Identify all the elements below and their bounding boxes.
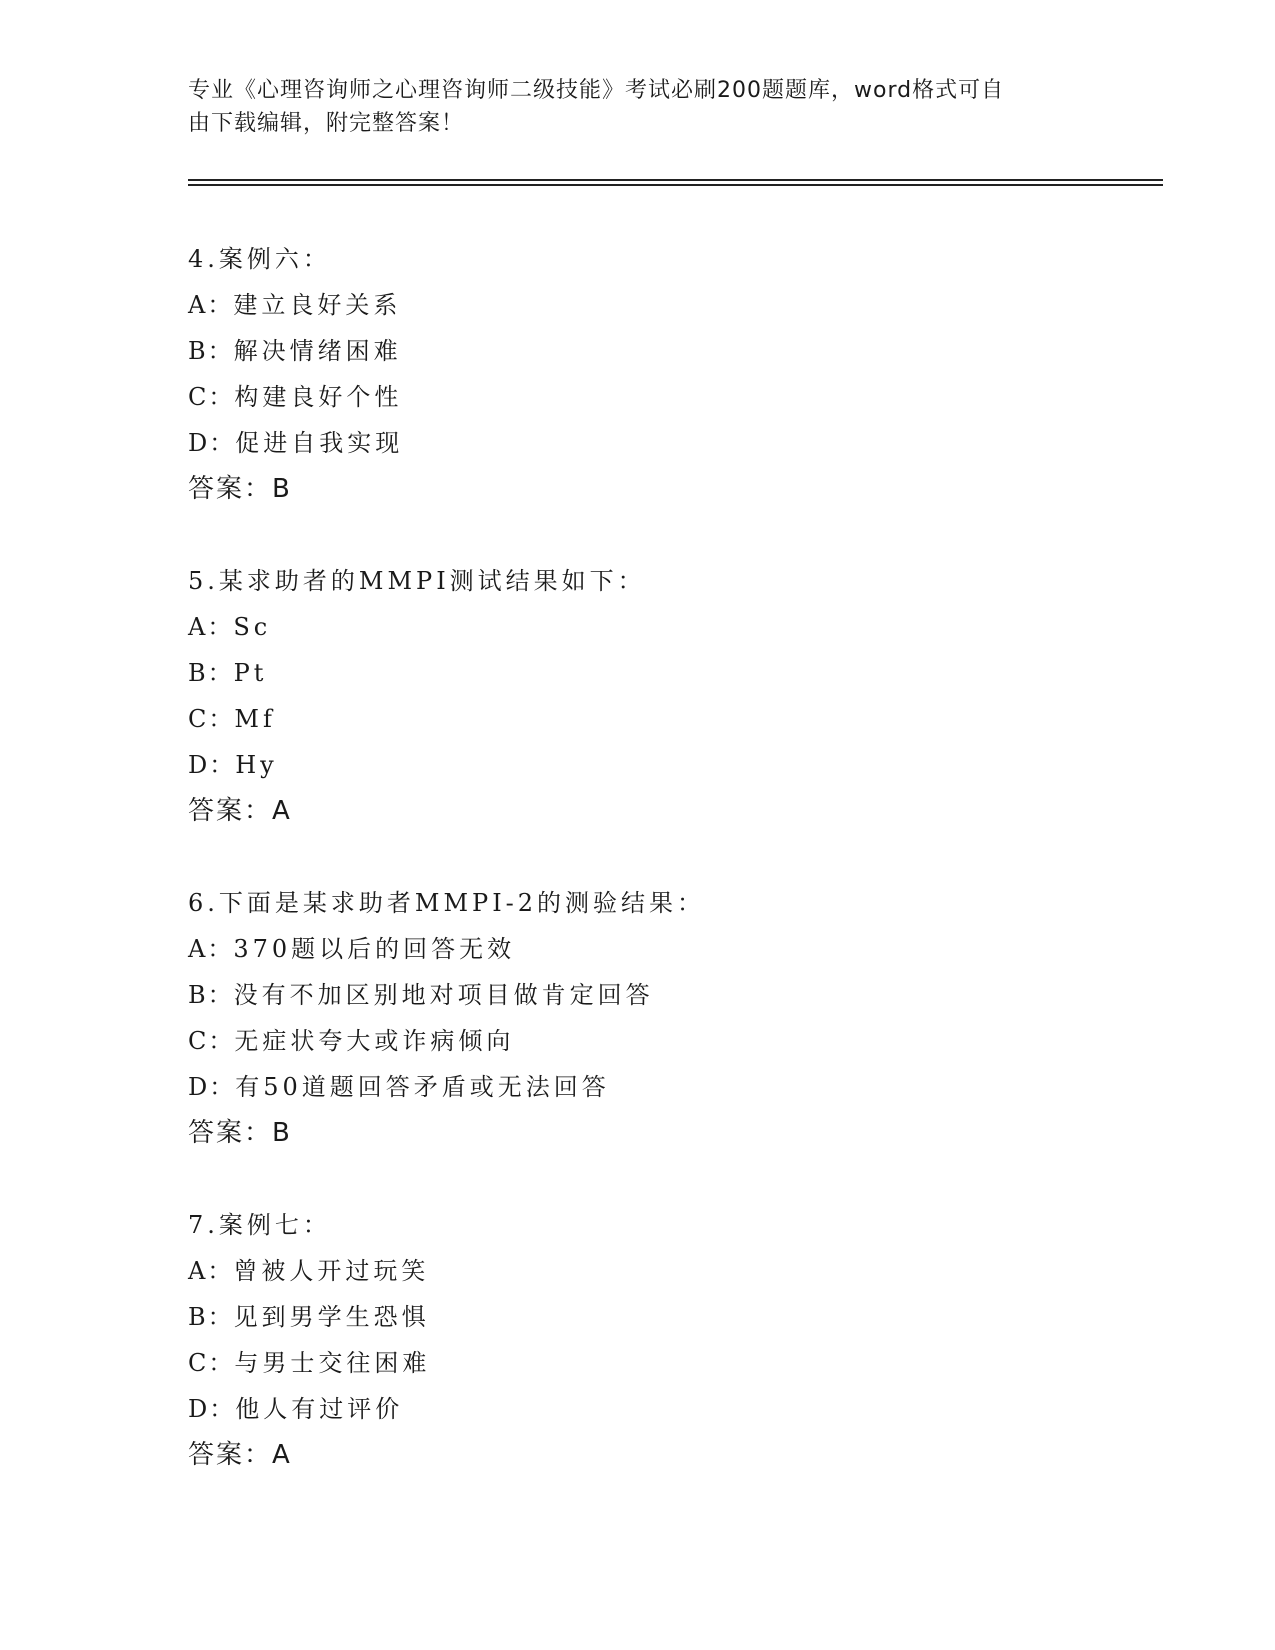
option-text: 曾被人开过玩笑	[233, 1257, 430, 1285]
option-d	[188, 1064, 1138, 1110]
option-d	[188, 1386, 1138, 1432]
option-a	[188, 926, 1138, 972]
header-divider-top	[188, 179, 1163, 181]
option-label: C：	[188, 1349, 235, 1377]
option-a	[188, 604, 1138, 650]
option-text: 见到男学生恐惧	[233, 1303, 430, 1331]
option-label: C：	[188, 1027, 235, 1055]
question-6	[188, 880, 1138, 1156]
option-c	[188, 696, 1138, 742]
option-label: A：	[188, 1257, 234, 1285]
option-text: Sc	[233, 613, 272, 641]
option-text: 促进自我实现	[235, 429, 404, 457]
answer-line: 答案：B	[188, 1118, 292, 1148]
question-title: 7.案例七：	[188, 1211, 331, 1239]
option-b	[188, 1294, 1138, 1340]
option-b	[188, 650, 1138, 696]
option-c	[188, 374, 1138, 420]
option-text: 解决情绪困难	[233, 337, 402, 365]
option-label: B：	[188, 659, 234, 687]
option-b	[188, 328, 1138, 374]
document-header	[188, 74, 1088, 140]
option-c	[188, 1340, 1138, 1386]
option-label: B：	[188, 981, 234, 1009]
option-text: 有50道题回答矛盾或无法回答	[235, 1073, 610, 1101]
question-title: 6.下面是某求助者MMPI-2的测验结果：	[188, 889, 706, 917]
option-label: D：	[188, 1073, 236, 1101]
question-title: 5.某求助者的MMPI测试结果如下：	[188, 567, 646, 595]
question-list	[188, 236, 1138, 1524]
option-text: 与男士交往困难	[234, 1349, 431, 1377]
option-c	[188, 1018, 1138, 1064]
question-4	[188, 236, 1138, 512]
option-label: C：	[188, 383, 235, 411]
option-a	[188, 282, 1138, 328]
option-label: A：	[188, 935, 234, 963]
option-d	[188, 420, 1138, 466]
answer-line: 答案：B	[188, 474, 292, 504]
option-label: C：	[188, 705, 235, 733]
option-text: Hy	[235, 751, 278, 779]
question-7	[188, 1202, 1138, 1478]
option-text: 他人有过评价	[235, 1395, 404, 1423]
option-d	[188, 742, 1138, 788]
header-line-2: 由下载编辑，附完整答案！	[188, 111, 465, 136]
answer-line: 答案：A	[188, 1440, 292, 1470]
option-label: D：	[188, 429, 236, 457]
option-text: Mf	[234, 705, 276, 733]
header-line-1: 专业《心理咨询师之心理咨询师二级技能》考试必刷200题题库，word格式可自	[188, 78, 1005, 103]
option-text: 无症状夸大或诈病倾向	[234, 1027, 515, 1055]
header-divider-bottom	[188, 184, 1163, 186]
option-text: 建立良好关系	[233, 291, 402, 319]
option-label: D：	[188, 1395, 236, 1423]
option-label: B：	[188, 337, 234, 365]
option-a	[188, 1248, 1138, 1294]
option-b	[188, 972, 1138, 1018]
option-label: B：	[188, 1303, 234, 1331]
option-label: A：	[188, 291, 234, 319]
option-text: 构建良好个性	[234, 383, 403, 411]
option-label: D：	[188, 751, 236, 779]
answer-line: 答案：A	[188, 796, 292, 826]
option-text: Pt	[233, 659, 268, 687]
question-5	[188, 558, 1138, 834]
option-text: 370题以后的回答无效	[233, 935, 516, 963]
question-title: 4.案例六：	[188, 245, 331, 273]
option-text: 没有不加区别地对项目做肯定回答	[233, 981, 654, 1009]
option-label: A：	[188, 613, 234, 641]
